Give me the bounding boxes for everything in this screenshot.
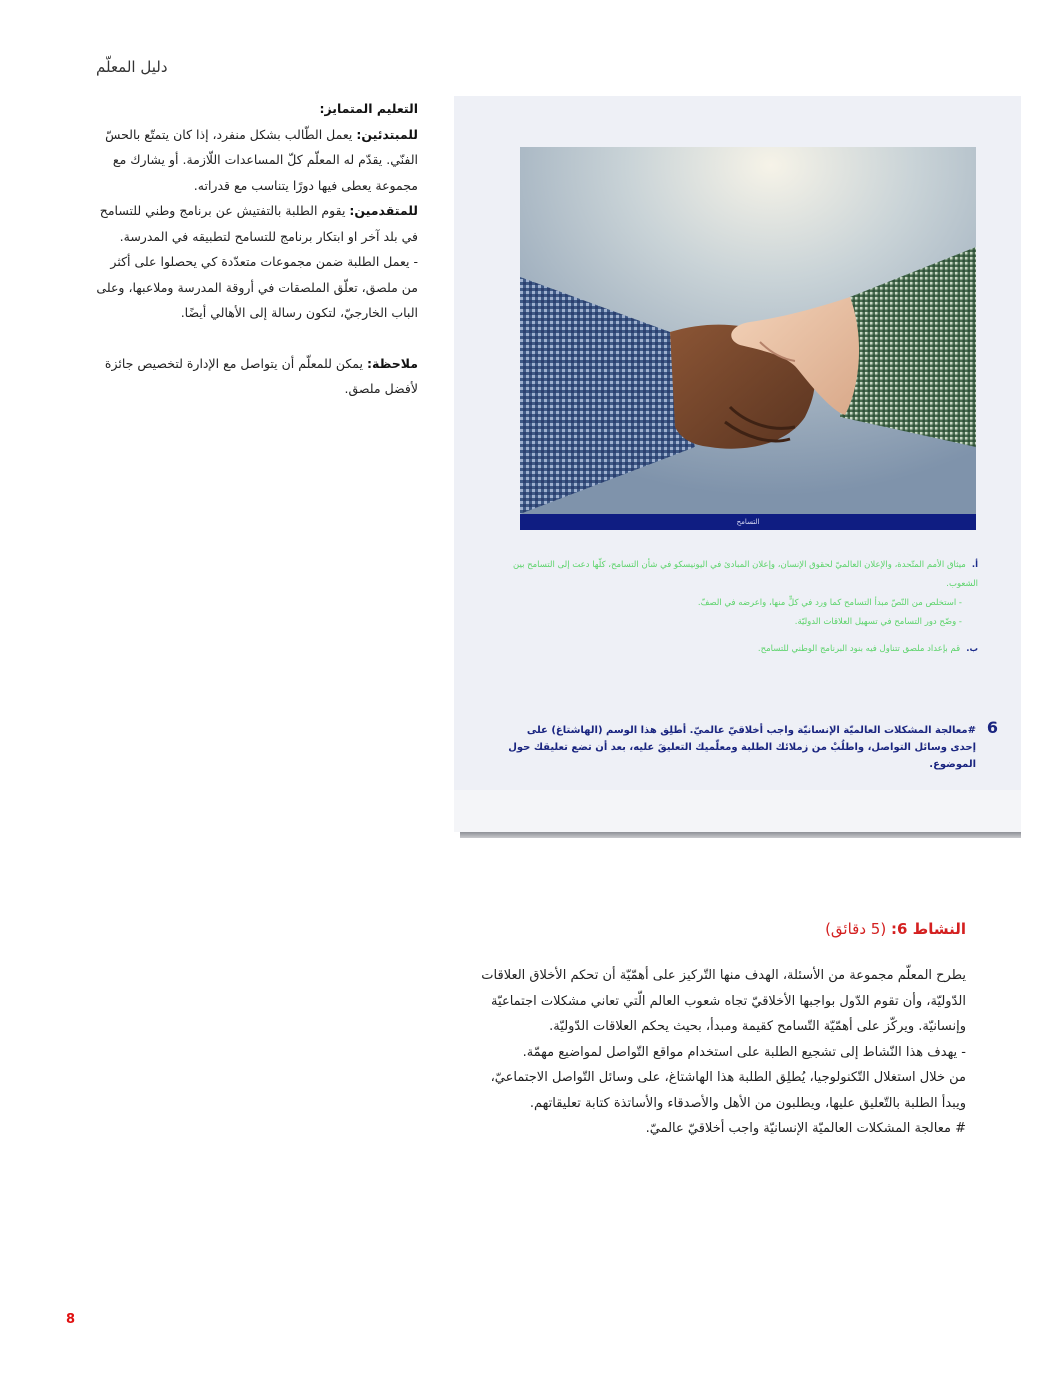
item-a-text: ميثاق الأمم المتّحدة، والإعلان العالميّ لحقوق الإنسان، وإعلان المبادئ في اليونيسكو في شأن التسامح، كلّها دعت إلى التسامح بين الشعوب. [513,560,978,589]
question-6-text: #معالجة المشكلات العالميّة الإنسانيّة واجب أخلاقيّ عالميّ. أطلِق هذا الوسم (الهاشتاغ) على إحدى وسائل التواصل، واطلُبْ من زملائك الطلبة ومعلّميك التعليقَ عليه، بعد أن تضع تعليقك حول الموضوع. [508,725,976,770]
activity-body [470,963,966,1142]
item-b-text: قم بإعداد ملصق تتناول فيه بنود البرنامج الوطني للتسامح. [757,644,961,654]
activity-paragraph-1: يطرح المعلّم مجموعة من الأسئلة، الهدف منها التّركيز على أهمّيّة أن تحكم الأخلاق العلاقات الدّوليّة، وأن تقوم الدّول بواجبها الأخلاقيّ تجاه شعوب العالم الّتي تعاني مشكلات اجتماعيّة وإنسانيّة. ويركّز على أهمّيّة التّسامح كقيمة ومبدأ، بحيث يحكم العلاقات الدّوليّة. [481,968,966,1034]
textbook-page-shadow [460,832,1021,838]
item-a-label: أ. [971,560,978,570]
note-text: يمكن للمعلّم أن يتواصل مع الإدارة لتخصيص جائزة لأفضل ملصق. [104,355,418,396]
page-header-title: دليل المعلّم [96,58,168,76]
advanced-label: للمتقدمين: [349,203,418,218]
item-a [500,556,978,594]
note-paragraph [96,351,418,402]
page-number: 8 [66,1312,76,1327]
activity-paragraph-2: - يهدف هذا النّشاط إلى تشجيع الطلبة على استخدام مواقع التّواصل لمواضيع مهمّة. [522,1044,966,1060]
question-6 [500,718,998,773]
item-a-bullet-1: - استخلص من النّصّ مبدأ التسامح كما ورد في كلٍّ منها، واعرضه في الصفّ. [697,598,962,608]
differentiated-learning-section [96,96,418,402]
handshake-photo [520,147,976,514]
beginners-paragraph [96,122,418,199]
beginners-label: للمبتدئين: [356,126,418,142]
beginners-text: يعمل الطّالب بشكل منفرد، إذا كان يتمتّع بالحسّ الفنّي. يقدّم له المعلّم كلّ المساعدات اللّازمة. أو يشارك مع مجموعة يعطى فيها دورًا يتناسب مع قدراته. [105,126,418,193]
activity-duration: (5 دقائق) [825,920,891,938]
activity-title-label: النشاط 6: [890,920,966,938]
textbook-page-footer-strip [454,790,1021,832]
note-label: ملاحظة: [367,355,418,371]
exercise-items [500,556,978,659]
item-b-label: ب. [966,644,978,654]
item-b [500,640,978,659]
advanced-paragraph [96,198,418,249]
activity-paragraph-4: # معالجة المشكلات العالميّة الإنسانيّة واجب أخلاقيّ عالميّ. [645,1121,966,1136]
item-a-bullet-2: - وضّح دور التسامح في تسهيل العلاقات الدوليّة. [794,617,962,627]
question-6-number: 6 [986,718,998,737]
advanced-text: يقوم الطلبة بالتفتيش عن برنامج وطني للتسامح في بلد آخر او ابتكار برنامج للتسامح لتطبيقه في المدرسة. [99,203,418,244]
activity-paragraph-3: من خلال استغلال التّكنولوجيا، يُطلِق الطلبة هذا الهاشتاغ، على وسائل التّواصل الاجتماعيّ، ويبدأ الطلبة بالتّعليق عليها، ويطلبون من الأهل والأصدقاء والأساتذة كتابة تعليقاتهم. [490,1070,966,1111]
photo-caption: التسامح [520,514,976,530]
section-heading: التعليم المتمايز: [319,101,418,116]
activity-title [600,920,966,938]
groups-paragraph: - يعمل الطلبة ضمن مجموعات متعدّدة كي يحصلوا على أكثر من ملصق، تعلّق الملصقات في أروقة المدرسة وملاعبها، وعلى الباب الخارجيّ، لتكون رسالة إلى الأهالي أيضًا. [96,254,418,320]
